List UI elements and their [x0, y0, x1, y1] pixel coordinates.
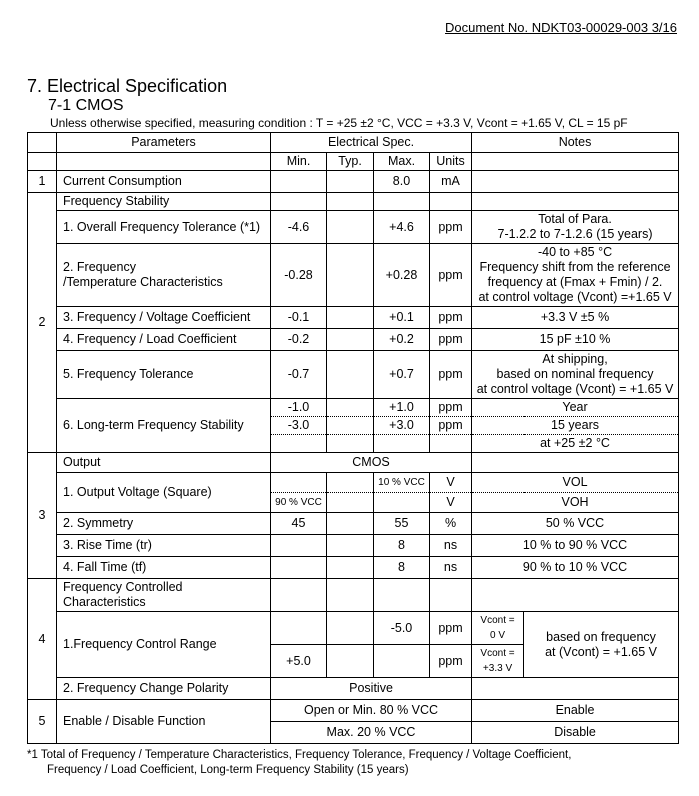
table-row: 5 Enable / Disable Function Open or Min. 80 % VCC Enable	[28, 700, 679, 722]
footnote: *1 Total of Frequency / Temperature Characteristics, Frequency Tolerance, Frequency / Voltage Coefficient, Frequency / Load Coefficient, Long-term Frequency Stability (15 years)	[27, 749, 572, 776]
table-row: Max. 20 % VCC Disable	[28, 722, 679, 744]
header-parameters: Parameters	[57, 133, 271, 153]
header-units: Units	[430, 153, 472, 171]
row-number-3: 3	[28, 453, 57, 579]
section-title: 7. Electrical Specification	[27, 76, 228, 96]
table-row: 4. Frequency / Load Coefficient -0.2 +0.2 ppm 15 pF ±10 %	[28, 329, 679, 351]
header-max: Max.	[374, 153, 430, 171]
table-row: 2. Frequency /Temperature Characteristics -0.28 +0.28 ppm -40 to +85 °C Frequency shift from the reference frequency at (Fmax + Fmin) / 2. at control voltage (Vcont) =+1.65 V	[28, 244, 679, 307]
table-row: 2. Symmetry 45 55 % 50 % VCC	[28, 513, 679, 535]
row-number-4: 4	[28, 579, 57, 700]
row-number-2: 2	[28, 193, 57, 453]
table-row: 6. Long-term Frequency Stability -1.0 +1.0 ppm Year	[28, 399, 679, 417]
table-row: 90 % VCC V VOH	[28, 493, 679, 513]
document-number: Document No. NDKT03-00029-003 3/16	[445, 20, 677, 35]
table-row: at +25 ±2 °C	[28, 435, 679, 453]
table-row: 2. Frequency Change Polarity Positive	[28, 678, 679, 700]
row-number-5: 5	[28, 700, 57, 744]
table-row: 3. Frequency / Voltage Coefficient -0.1 +0.1 ppm +3.3 V ±5 %	[28, 307, 679, 329]
group-frequency-stability: Frequency Stability	[57, 193, 271, 211]
header-notes: Notes	[472, 133, 679, 153]
table-row: 4 Frequency Controlled Characteristics	[28, 579, 679, 612]
table-row: 1. Overall Frequency Tolerance (*1) -4.6 +4.6 ppm Total of Para. 7-1.2.2 to 7-1.2.6 (15 years)	[28, 211, 679, 244]
table-row: 3. Rise Time (tr) 8 ns 10 % to 90 % VCC	[28, 535, 679, 557]
table-row: 1. Output Voltage (Square) 10 % VCC V VOL	[28, 473, 679, 493]
table-row: 5. Frequency Tolerance -0.7 +0.7 ppm At shipping, based on nominal frequency at control voltage (Vcont) = +1.65 V	[28, 351, 679, 399]
header-typ: Typ.	[327, 153, 374, 171]
table-row: 3 Output CMOS	[28, 453, 679, 473]
spec-table	[27, 132, 679, 744]
header-electrical-spec: Electrical Spec.	[271, 133, 472, 153]
table-row: 1 Current Consumption 8.0 mA	[28, 171, 679, 193]
header-min: Min.	[271, 153, 327, 171]
table-row: +5.0 ppm Vcont = +3.3 V	[28, 645, 679, 678]
measuring-condition: Unless otherwise specified, measuring condition : T = +25 ±2 °C, VCC = +3.3 V, Vcont = +1.65 V, CL = 15 pF	[50, 116, 628, 130]
table-row: -3.0 +3.0 ppm 15 years	[28, 417, 679, 435]
section-subtitle: 7-1 CMOS	[48, 97, 124, 114]
header-blank	[28, 133, 57, 153]
table-row: 1.Frequency Control Range -5.0 ppm Vcont = 0 V based on frequency at (Vcont) = +1.65 V	[28, 612, 679, 645]
table-row: 4. Fall Time (tf) 8 ns 90 % to 10 % VCC	[28, 557, 679, 579]
